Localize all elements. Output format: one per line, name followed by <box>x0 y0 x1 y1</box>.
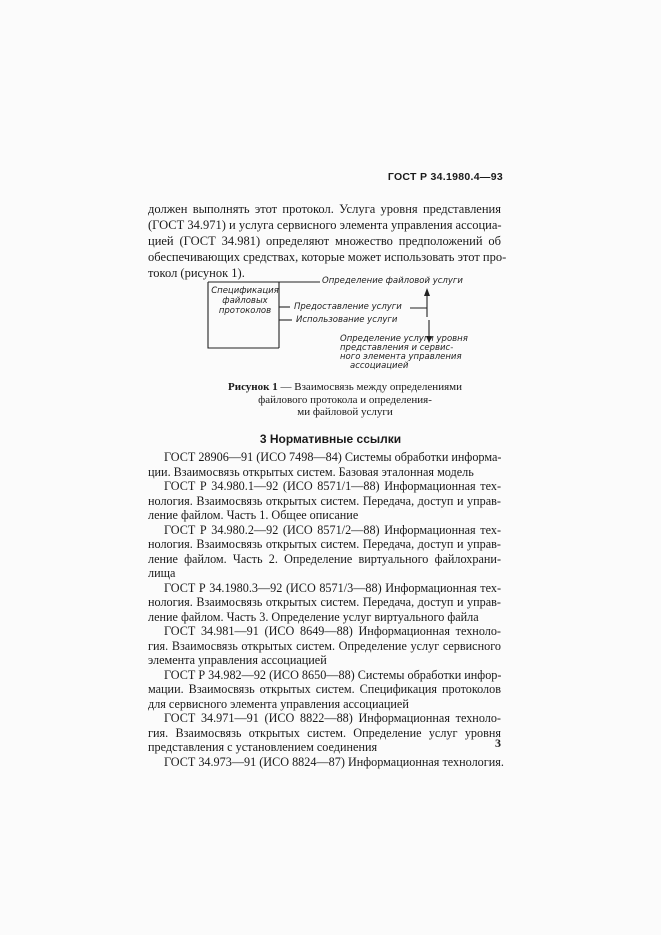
service-provision-label: Предоставление услуги <box>294 302 402 312</box>
reference-line: ГОСТ Р 34.980.1—92 (ИСО 8571/1—88) Информационная тех- <box>164 479 501 493</box>
reference-line: нология. Взаимосвязь открытых систем. Передача, доступ и управ- <box>148 537 501 551</box>
reference-item <box>148 450 501 479</box>
reference-line: ГОСТ Р 34.982—92 (ИСО 8650—88) Системы обработки инфор- <box>164 667 502 682</box>
presentation-service-definition-label <box>340 335 468 371</box>
page-number: 3 <box>495 736 501 750</box>
spec-line: Спецификация <box>211 286 279 296</box>
reference-line: элемента управления ассоциацией <box>148 653 327 667</box>
section-title: 3 Нормативные ссылки <box>259 432 402 446</box>
reference-line: ции. Взаимосвязь открытых систем. Базовая эталонная модель <box>148 464 474 479</box>
reference-line: ление файлом. Часть 3. Определение услуг виртуального файла <box>148 609 479 624</box>
reference-line: нология. Взаимосвязь открытых систем. Передача, доступ и управ- <box>148 493 501 508</box>
figure-1-diagram <box>200 272 468 382</box>
intro-line: цией (ГОСТ 34.981) определяют множество предположений об <box>148 234 501 248</box>
intro-line: токол (рисунок 1). <box>148 266 245 280</box>
reference-line: ГОСТ 34.971—91 (ИСО 8822—88) Информационная техноло- <box>164 711 501 725</box>
bottom-line: представления и сервис- <box>340 343 454 353</box>
intro-paragraph <box>148 201 507 281</box>
caption-line: — Взаимосвязь между определениями <box>280 381 462 393</box>
reference-item <box>148 624 501 668</box>
caption-line: файлового протокола и определения- <box>258 393 432 406</box>
bottom-line: Определение услуги уровня <box>340 334 468 344</box>
reference-item <box>148 711 501 755</box>
reference-line: мации. Взаимосвязь открытых систем. Спецификация протоколов <box>148 682 501 696</box>
reference-item <box>148 754 504 770</box>
reference-line: ГОСТ Р 34.980.2—92 (ИСО 8571/2—88) Информационная тех- <box>164 522 501 537</box>
bottom-line: ассоциацией <box>350 361 409 371</box>
reference-line: ление файлом. Часть 1. Общее описание <box>148 508 359 522</box>
reference-line: ГОСТ 34.981—91 (ИСО 8649—88) Информационная техноло- <box>164 624 501 638</box>
spec-line: файловых <box>222 296 268 306</box>
references-list <box>148 450 504 769</box>
bottom-line: ного элемента управления <box>340 352 462 362</box>
reference-line: ГОСТ Р 34.1980.3—92 (ИСО 8571/3—88) Информационная тех- <box>164 580 501 595</box>
reference-item <box>148 523 501 581</box>
reference-line: ГОСТ 34.973—91 (ИСО 8824—87) Информационная технология. <box>164 754 504 769</box>
reference-line: лища <box>148 566 176 580</box>
service-use-label: Использование услуги <box>296 315 398 325</box>
intro-line: обеспечивающих средствах, которые может использовать этот про- <box>148 250 507 264</box>
reference-line: нология. Взаимосвязь открытых систем. Передача, доступ и управ- <box>148 595 501 609</box>
document-header: ГОСТ Р 34.1980.4—93 <box>387 171 503 183</box>
reference-item <box>148 581 501 625</box>
reference-line: ление файлом. Часть 2. Определение виртуального файлохрани- <box>148 551 501 566</box>
figure-caption <box>200 381 490 419</box>
spec-box-label <box>210 286 280 316</box>
reference-line: гия. Взаимосвязь открытых систем. Определение услуг уровня <box>148 725 501 740</box>
reference-line: ГОСТ 28906—91 (ИСО 7498—84) Системы обработки информа- <box>164 450 502 464</box>
reference-line: представления с установлением соединения <box>148 740 378 754</box>
reference-item <box>148 479 501 523</box>
caption-label: Рисунок 1 <box>228 381 278 393</box>
up-arrowhead <box>424 288 430 296</box>
intro-line: должен выполнять этот протокол. Услуга уровня представления <box>148 202 501 216</box>
reference-item <box>148 668 501 712</box>
intro-line: (ГОСТ 34.971) и услуга сервисного элемента управления ассоциа- <box>148 218 502 232</box>
caption-line: ми файловой услуги <box>297 406 393 418</box>
spec-line: протоколов <box>218 306 272 316</box>
file-service-definition-label: Определение файловой услуги <box>322 276 463 286</box>
reference-line: гия. Взаимосвязь открытых систем. Определение услуг сервисного <box>148 638 501 653</box>
reference-line: для сервисного элемента управления ассоциацией <box>148 696 409 711</box>
